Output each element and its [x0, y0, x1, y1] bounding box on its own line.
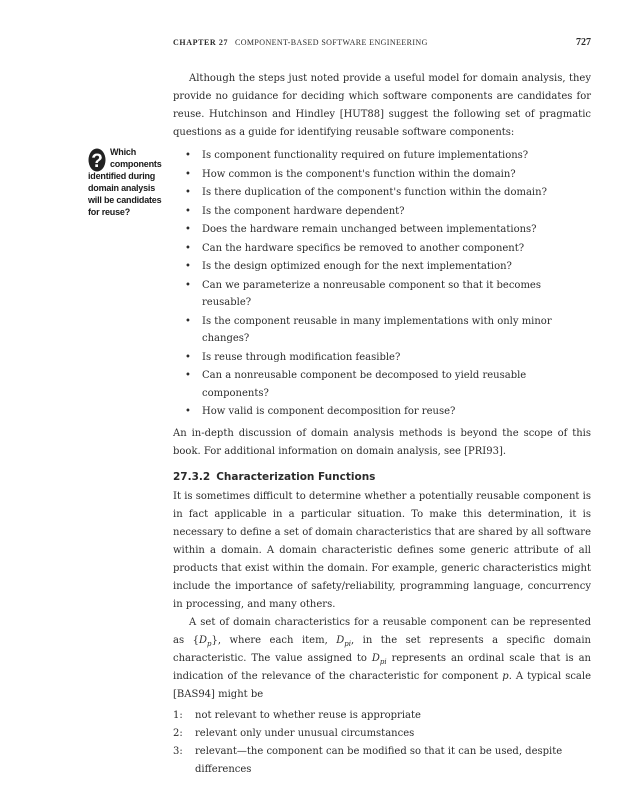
scale-item	[173, 743, 591, 779]
margin-note-line: for reuse?	[88, 207, 131, 217]
scale-number: 2:	[173, 727, 183, 739]
question-item: • How valid is component decomposition for reuse?	[173, 403, 591, 421]
scale-text: not relevant to whether reuse is appropriate	[195, 709, 421, 721]
chapter-label: CHAPTER 27	[173, 38, 229, 47]
question-item: • Is reuse through modification feasible?	[173, 349, 591, 367]
margin-note-line: Which	[110, 147, 136, 157]
question-item: • Is component functionality required on future implementations?	[173, 147, 591, 165]
scale-number: 1:	[173, 709, 183, 721]
scale-item	[173, 725, 591, 743]
main-text	[173, 70, 591, 779]
margin-note-line: domain analysis	[88, 183, 156, 193]
intro-paragraph: Although the steps just noted provide a useful model for domain analysis, they provide no guidance for deciding which software components are candidates for reuse. Hutchinson and Hindley [HUT88] suggest the following set of pragmatic questions as a guide for identifying reusable software components:	[173, 73, 591, 138]
question-item: • Is the component hardware dependent?	[173, 203, 591, 221]
scale-item	[173, 707, 591, 725]
question-item: • Can the hardware specifics be removed to another component?	[173, 240, 591, 258]
discussion-paragraph: An in-depth discussion of domain analysis methods is beyond the scope of this book. For additional information on domain analysis, see [PRI93].	[173, 427, 591, 457]
question-list	[173, 147, 591, 421]
scale-list	[173, 707, 591, 779]
question-item: • Does the hardware remain unchanged between implementations?	[173, 221, 591, 239]
margin-note-line: will be candidates	[88, 195, 162, 205]
chapter-title: COMPONENT-BASED SOFTWARE ENGINEERING	[235, 38, 428, 47]
question-mark-icon	[88, 148, 106, 172]
section-title: Characterization Functions	[216, 470, 376, 483]
scale-text: relevant only under unusual circumstances	[195, 727, 415, 739]
question-item: • Is the component reusable in many implementations with only minor changes?	[173, 313, 591, 348]
margin-note-line: components	[110, 159, 162, 169]
running-header	[173, 38, 591, 52]
question-item: • Is the design optimized enough for the next implementation?	[173, 258, 591, 276]
page-number: 727	[576, 37, 591, 48]
svg-text:?: ?	[91, 151, 103, 172]
margin-note	[88, 146, 166, 218]
question-item: • Can a nonreusable component be decomposed to yield reusable components?	[173, 367, 591, 402]
section-number: 27.3.2	[173, 470, 211, 483]
question-item: • Is there duplication of the component's function within the domain?	[173, 184, 591, 202]
scale-number: 3:	[173, 745, 183, 757]
question-item: • How common is the component's function within the domain?	[173, 166, 591, 184]
section-paragraph: A set of domain characteristics for a reusable component can be represented as $\{D_p\}$, where each item, $D_{pi}$, in the set represents a specific domain characteristic. The value assigned to $D_{pi}$ represents an ordinal scale that is an indication of the relevance of the characteristic for component p. A typical scale [BAS94] might be	[173, 616, 591, 700]
section-paragraph: It is sometimes difficult to determine whether a potentially reusable component is in fact applicable in a particular situation. To make this determination, it is necessary to define a set of domain characteristics that are shared by all software within a domain. A domain characteristic defines some generic attribute of all products that exist within the domain. For example, generic characteristics might include the importance of safety/reliability, programming language, concurrency in processing, and many others.	[173, 490, 591, 610]
scale-text: relevant—the component can be modified so that it can be used, despite differences	[195, 745, 563, 775]
margin-note-line: identified during	[88, 171, 156, 181]
question-item: • Can we parameterize a nonreusable component so that it becomes reusable?	[173, 277, 591, 312]
section-heading	[173, 468, 591, 486]
